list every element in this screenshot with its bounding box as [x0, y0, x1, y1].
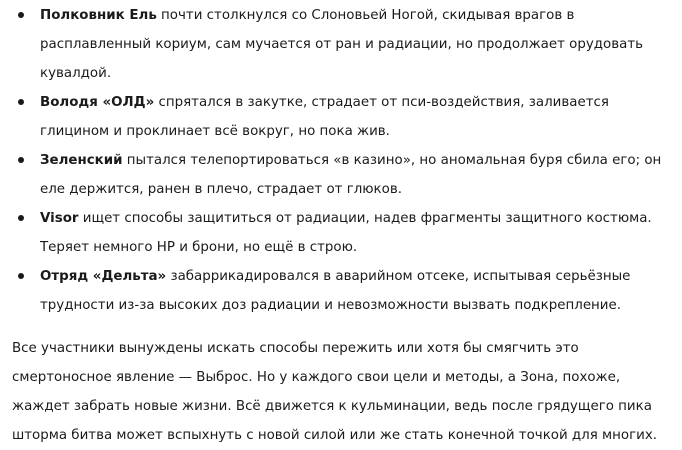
- item-description: ищет способы защититься от радиации, надев фрагменты защитного костюма. Теряет немного HP и брони, но ещё в строю.: [40, 211, 652, 255]
- list-item: [12, 146, 668, 204]
- item-name: Отряд «Дельта»: [40, 269, 167, 284]
- item-description: спрятался в закутке, страдает от пси-воздействия, заливается глицином и проклинает всё вокруг, но пока жив.: [40, 95, 609, 139]
- list-item: [12, 1, 668, 88]
- summary-paragraph: Все участники вынуждены искать способы пережить или хотя бы смягчить это смертоносное явление — Выброс. Но у каждого свои цели и методы, а Зона, похоже, жаждет забрать новые жизни. Всё движется к кульминации, ведь после грядущего пика шторма битва может вспыхнуть с новой силой или же стать конечной точкой для многих.: [12, 341, 658, 443]
- list-item: [12, 88, 668, 146]
- list-item: [12, 204, 668, 262]
- item-text: [40, 1, 668, 88]
- bullet-icon: [18, 12, 24, 18]
- item-name: Володя «ОЛД»: [40, 95, 155, 110]
- item-description: пытался телепортироваться «в казино», но аномальная буря сбила его; он еле держится, ранен в плечо, страдает от глюков.: [40, 153, 662, 197]
- bullet-icon: [18, 273, 24, 279]
- item-text: [40, 204, 668, 262]
- item-text: [40, 88, 668, 146]
- bullet-icon: [18, 215, 24, 221]
- list-item: [12, 262, 668, 320]
- status-list: [12, 1, 668, 320]
- item-text: [40, 262, 668, 320]
- item-description: забаррикадировался в аварийном отсеке, испытывая серьёзные трудности из-за высоких доз радиации и невозможности вызвать подкрепление.: [40, 269, 631, 313]
- bullet-icon: [18, 157, 24, 163]
- item-name: Visor: [40, 211, 79, 226]
- item-name: Полковник Ель: [40, 8, 157, 23]
- bullet-icon: [18, 99, 24, 105]
- item-name: Зеленский: [40, 153, 123, 168]
- item-description: почти столкнулся со Слоновьей Ногой, скидывая врагов в расплавленный кориум, сам мучается от ран и радиации, но продолжает орудовать кувалдой.: [40, 8, 644, 81]
- item-text: [40, 146, 668, 204]
